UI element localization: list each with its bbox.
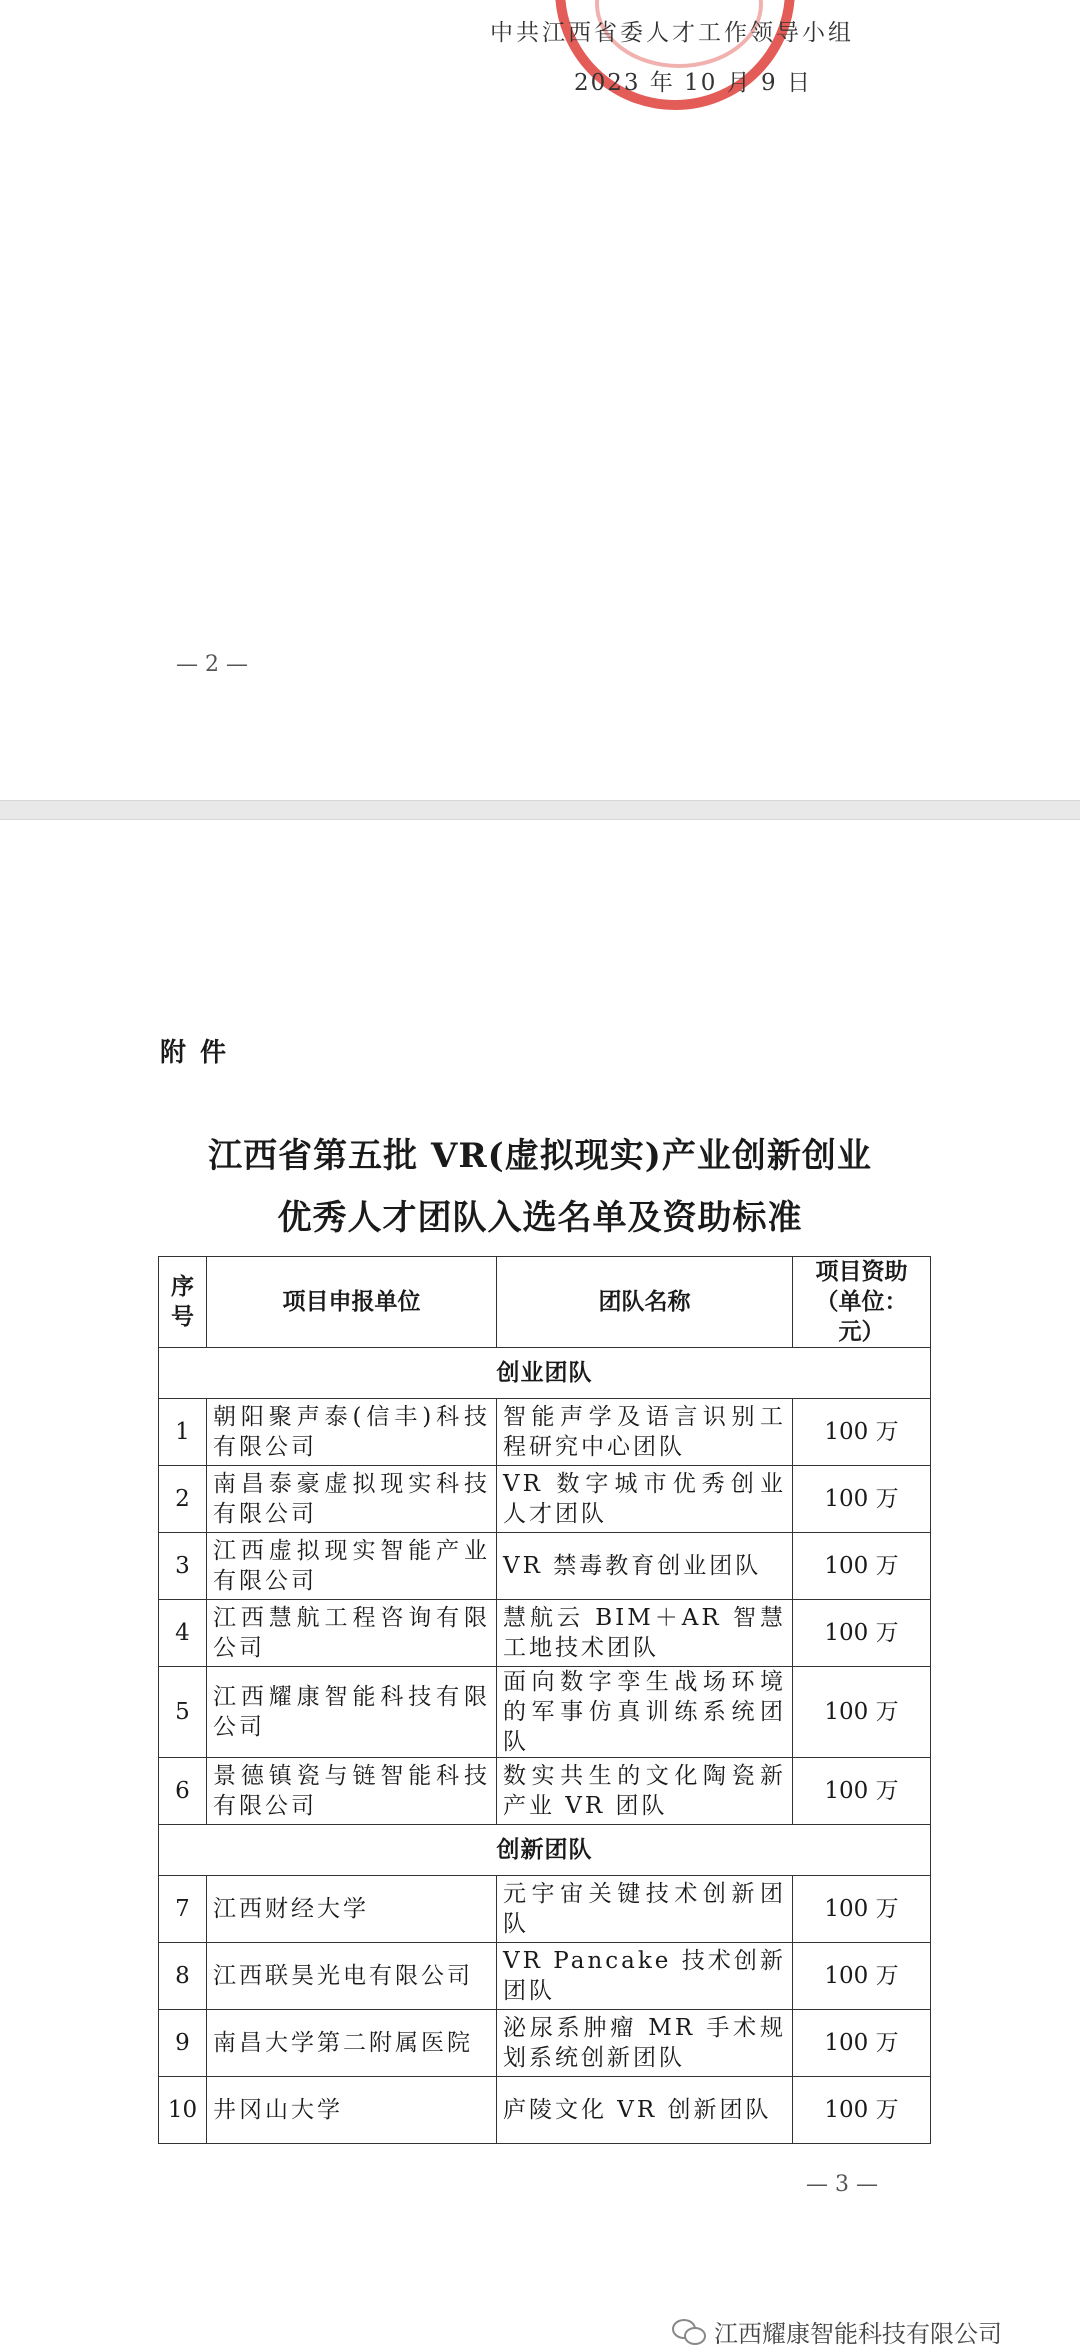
signature-organization: 中共江西省委人才工作领导小组 — [490, 20, 854, 46]
row-funding: 100 万 — [793, 1943, 931, 2010]
row-funding: 100 万 — [793, 2010, 931, 2077]
table-row — [159, 1943, 931, 2010]
table-row — [159, 1758, 931, 1825]
signature-date: 2023 年 10 月 9 日 — [574, 70, 812, 96]
row-team: 数实共生的文化陶瓷新产业 VR 团队 — [497, 1758, 793, 1825]
row-team: 慧航云 BIM＋AR 智慧工地技术团队 — [497, 1600, 793, 1667]
header-unit: 项目申报单位 — [207, 1257, 497, 1348]
row-index: 7 — [159, 1876, 207, 1943]
row-funding: 100 万 — [793, 1876, 931, 1943]
page-number: — 3 — — [806, 2172, 878, 2197]
table-row — [159, 1466, 931, 1533]
row-unit: 江西慧航工程咨询有限公司 — [207, 1600, 497, 1667]
row-team: VR 禁毒教育创业团队 — [497, 1533, 793, 1600]
row-unit: 江西虚拟现实智能产业有限公司 — [207, 1533, 497, 1600]
row-funding: 100 万 — [793, 1600, 931, 1667]
row-unit: 井冈山大学 — [207, 2077, 497, 2144]
row-unit: 南昌大学第二附属医院 — [207, 2010, 497, 2077]
row-funding: 100 万 — [793, 1399, 931, 1466]
row-team: VR 数字城市优秀创业人才团队 — [497, 1466, 793, 1533]
row-funding: 100 万 — [793, 1667, 931, 1758]
row-index: 10 — [159, 2077, 207, 2144]
section-row-startup — [159, 1348, 931, 1399]
section-label: 创新团队 — [159, 1825, 931, 1876]
row-index: 8 — [159, 1943, 207, 2010]
row-index: 1 — [159, 1399, 207, 1466]
table-row — [159, 2077, 931, 2144]
row-index: 6 — [159, 1758, 207, 1825]
row-index: 4 — [159, 1600, 207, 1667]
row-team: 智能声学及语言识别工程研究中心团队 — [497, 1399, 793, 1466]
document-title-line1: 江西省第五批 VR(虚拟现实)产业创新创业 — [208, 1136, 872, 1176]
row-team: 面向数字孪生战场环境的军事仿真训练系统团队 — [497, 1667, 793, 1758]
row-team: VR Pancake 技术创新团队 — [497, 1943, 793, 2010]
row-index: 3 — [159, 1533, 207, 1600]
selection-list-table — [158, 1256, 931, 2144]
row-unit: 南昌泰豪虚拟现实科技有限公司 — [207, 1466, 497, 1533]
document-page-2 — [0, 0, 1080, 800]
table-row — [159, 1600, 931, 1667]
row-funding: 100 万 — [793, 1533, 931, 1600]
row-index: 2 — [159, 1466, 207, 1533]
table-row — [159, 2010, 931, 2077]
row-unit: 景德镇瓷与链智能科技有限公司 — [207, 1758, 497, 1825]
page-separator — [0, 800, 1080, 820]
attachment-label: 附件 — [160, 1038, 241, 1068]
row-team: 泌尿系肿瘤 MR 手术规划系统创新团队 — [497, 2010, 793, 2077]
table-row — [159, 1399, 931, 1466]
header-team: 团队名称 — [497, 1257, 793, 1348]
watermark-text: 江西耀康智能科技有限公司 — [714, 2320, 1002, 2348]
row-unit: 朝阳聚声泰(信丰)科技有限公司 — [207, 1399, 497, 1466]
row-index: 9 — [159, 2010, 207, 2077]
page-number: — 2 — — [176, 652, 248, 677]
header-index: 序号 — [159, 1257, 207, 1348]
table-row — [159, 1876, 931, 1943]
row-index: 5 — [159, 1667, 207, 1758]
row-funding: 100 万 — [793, 2077, 931, 2144]
document-title-line2: 优秀人才团队入选名单及资助标准 — [277, 1198, 803, 1238]
row-team: 庐陵文化 VR 创新团队 — [497, 2077, 793, 2144]
watermark — [672, 2314, 1002, 2349]
row-funding: 100 万 — [793, 1758, 931, 1825]
section-label: 创业团队 — [159, 1348, 931, 1399]
row-unit: 江西耀康智能科技有限公司 — [207, 1667, 497, 1758]
section-row-innovation — [159, 1825, 931, 1876]
table-row — [159, 1667, 931, 1758]
row-team: 元宇宙关键技术创新团队 — [497, 1876, 793, 1943]
row-funding: 100 万 — [793, 1466, 931, 1533]
header-funding: 项目资助（单位：元） — [793, 1257, 931, 1348]
document-page-3 — [0, 818, 1080, 2348]
row-unit: 江西联昊光电有限公司 — [207, 1943, 497, 2010]
table-row — [159, 1533, 931, 1600]
row-unit: 江西财经大学 — [207, 1876, 497, 1943]
table-header-row — [159, 1257, 931, 1348]
